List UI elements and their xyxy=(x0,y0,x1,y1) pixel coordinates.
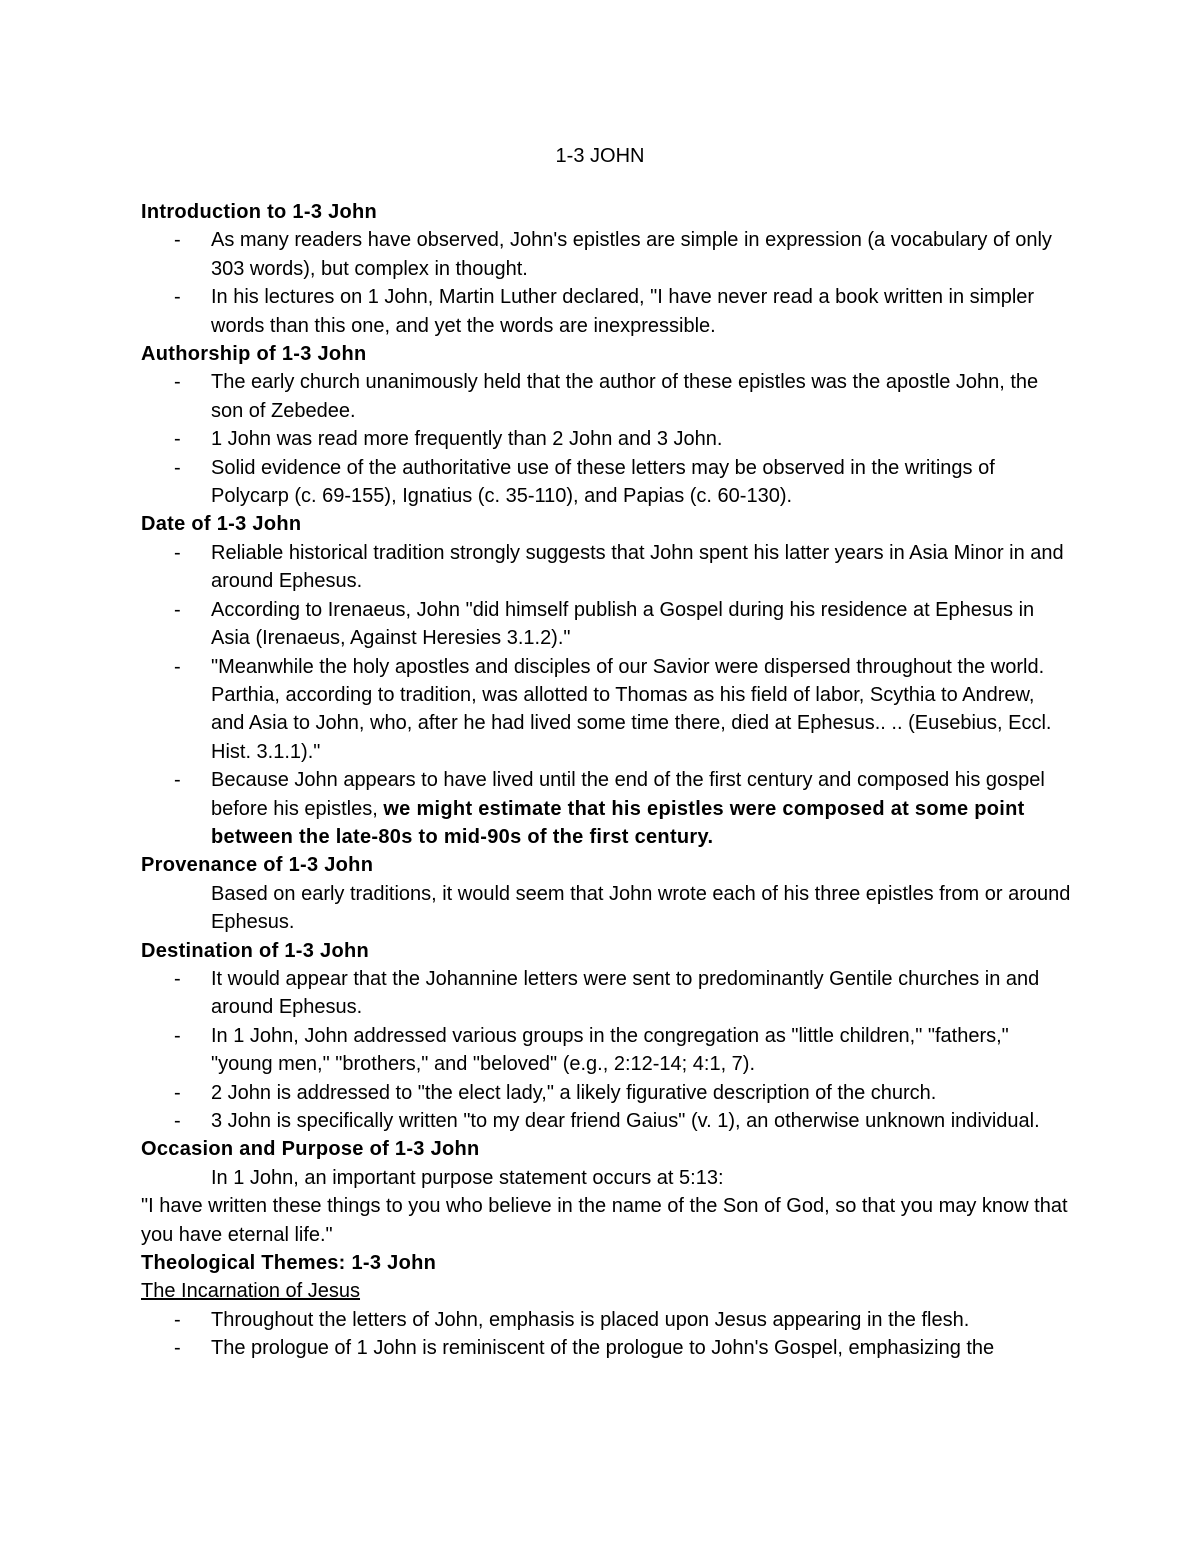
bullet-text: Solid evidence of the authoritative use of these letters may be observed in the writings of Polycarp (c. 69-155), Ignatius (c. 35-110), and Papias (c. 60-130). xyxy=(211,456,995,508)
bullet-text: It would appear that the Johannine letters were sent to predominantly Gentile churches in and around Ephesus. xyxy=(211,967,1040,1019)
bullet-item xyxy=(141,1334,1071,1362)
bullet-dash: - xyxy=(174,371,181,394)
bullet-item xyxy=(141,1306,1071,1334)
bullet-text: Throughout the letters of John, emphasis is placed upon Jesus appearing in the flesh. xyxy=(211,1308,970,1331)
bullet-dash: - xyxy=(174,286,181,309)
bullet-text: As many readers have observed, John's epistles are simple in expression (a vocabulary of only 303 words), but complex in thought. xyxy=(211,229,1052,280)
bullet-item xyxy=(141,283,1071,340)
bullet-dash: - xyxy=(174,967,181,990)
section-heading-authorship: Authorship of 1-3 John xyxy=(141,343,367,366)
bullet-item xyxy=(141,454,1071,511)
section-heading-occasion: Occasion and Purpose of 1-3 John xyxy=(141,1138,480,1161)
bullet-dash: - xyxy=(174,541,181,564)
bullet-text-bold: we might estimate that his epistles were composed at some point between the late-80s to mid-90s of the first century. xyxy=(211,797,1025,848)
bullet-item xyxy=(141,653,1071,767)
bullet-text: 1 John was read more frequently than 2 John and 3 John. xyxy=(211,428,723,451)
bullet-item xyxy=(141,1107,1071,1135)
bullet-item xyxy=(141,1022,1071,1079)
bullet-dash: - xyxy=(174,1308,181,1331)
document-body xyxy=(141,198,1071,1363)
bullet-item xyxy=(141,965,1071,1022)
bullet-text: Reliable historical tradition strongly suggests that John spent his latter years in Asia Minor in and around Ephesus. xyxy=(211,541,1064,593)
bullet-item xyxy=(141,539,1071,596)
document-title: 1-3 JOHN xyxy=(555,145,645,167)
bullet-dash: - xyxy=(174,456,181,479)
section-heading-destination: Destination of 1-3 John xyxy=(141,939,370,962)
bullet-dash: - xyxy=(174,655,181,678)
bullet-text: The early church unanimously held that the author of these epistles was the apostle John, the son of Zebedee. xyxy=(211,371,1039,422)
bullet-item xyxy=(141,425,1071,453)
section-heading-themes: Theological Themes: 1-3 John xyxy=(141,1252,437,1275)
bullet-item xyxy=(141,766,1071,851)
bullet-dash: - xyxy=(174,1024,181,1047)
subsection-heading-incarnation: The Incarnation of Jesus xyxy=(141,1280,361,1303)
bullet-dash: - xyxy=(174,229,181,252)
bullet-text: In 1 John, John addressed various groups in the congregation as "little children," "fathers," "young men," "brothers," and "beloved" (e.g., 2:12-14; 4:1, 7). xyxy=(211,1024,1009,1076)
bullet-text: According to Irenaeus, John "did himself publish a Gospel during his residence at Ephesus in Asia (Irenaeus, Against Heresies 3.1.2)." xyxy=(211,598,1035,650)
bullet-text: The prologue of 1 John is reminiscent of the prologue to John's Gospel, emphasizing the xyxy=(211,1337,995,1360)
bullet-item xyxy=(141,368,1071,425)
bullet-text: 2 John is addressed to "the elect lady," a likely figurative description of the church. xyxy=(211,1081,937,1104)
indented-paragraph: Based on early traditions, it would seem that John wrote each of his three epistles from or around Ephesus. xyxy=(211,882,1071,934)
bullet-dash: - xyxy=(174,1081,181,1104)
bullet-dash: - xyxy=(174,1337,181,1360)
section-heading-introduction: Introduction to 1-3 John xyxy=(141,201,378,223)
section-heading-date: Date of 1-3 John xyxy=(141,513,302,536)
bullet-dash: - xyxy=(174,1110,181,1132)
bullet-text: 3 John is specifically written "to my dear friend Gaius" (v. 1), an otherwise unknown individual. xyxy=(211,1110,1040,1132)
bullet-text: "Meanwhile the holy apostles and disciples of our Savior were dispersed throughout the world. Parthia, according to tradition, was allotted to Thomas as his field of labor, Scythia to Andrew, and Asia to John, who, after he had lived some time there, died at Ephesus.. .. (Eusebius, Eccl. Hist. 3.1.1)." xyxy=(211,655,1052,763)
bullet-item xyxy=(141,226,1071,283)
bullet-item xyxy=(141,596,1071,653)
bullet-dash: - xyxy=(174,598,181,621)
bullet-text: In his lectures on 1 John, Martin Luther declared, "I have never read a book written in simpler words than this one, and yet the words are inexpressible. xyxy=(211,286,1035,337)
bullet-text: Because John appears to have lived until the end of the first century and composed his gospel before his epistles, xyxy=(211,769,1045,820)
bullet-dash: - xyxy=(174,428,181,451)
quote-paragraph: "I have written these things to you who believe in the name of the Son of God, so that you may know that you have eternal life." xyxy=(141,1195,1068,1246)
indented-paragraph: In 1 John, an important purpose statement occurs at 5:13: xyxy=(211,1166,724,1189)
bullet-dash: - xyxy=(174,769,181,792)
bullet-item xyxy=(141,1079,1071,1107)
section-heading-provenance: Provenance of 1-3 John xyxy=(141,854,374,877)
